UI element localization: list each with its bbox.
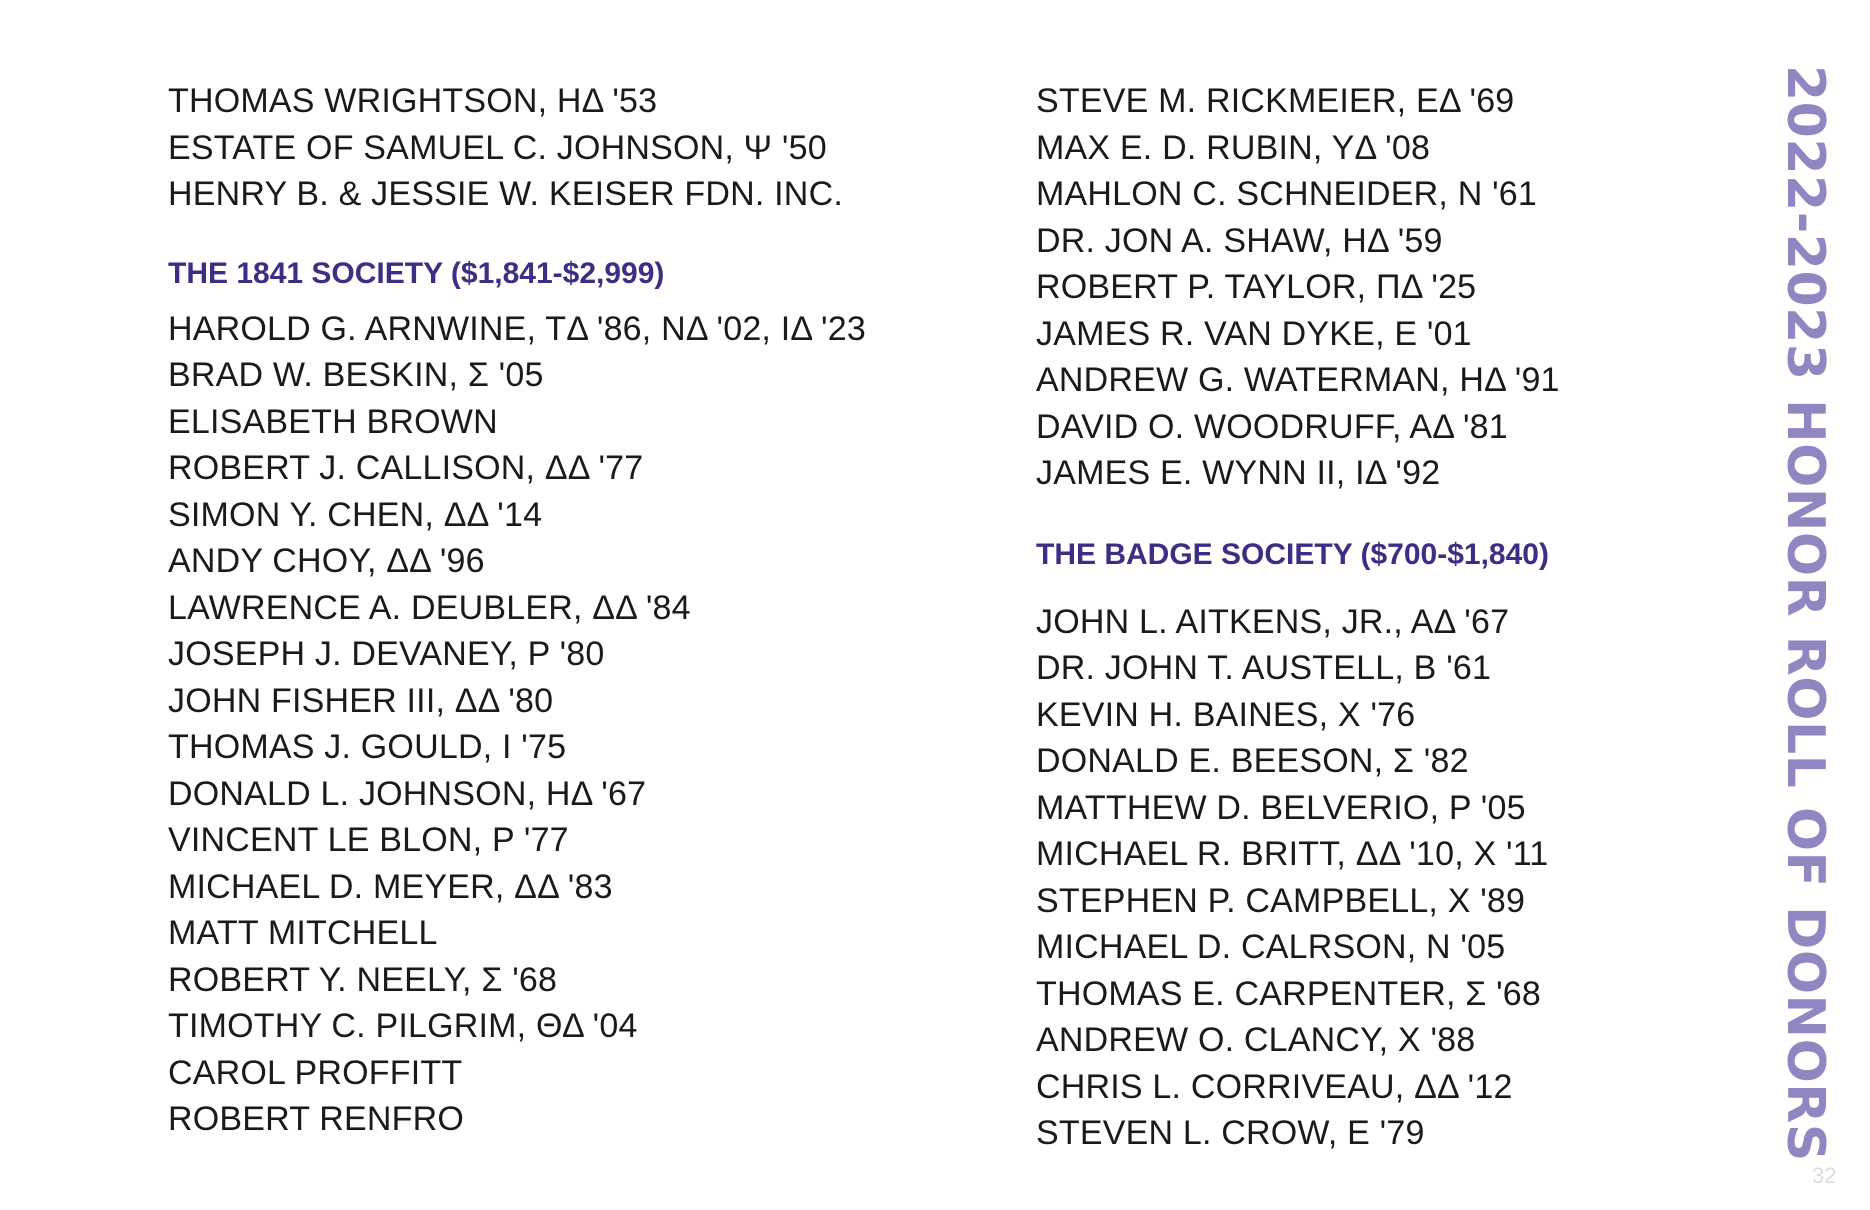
donor-name: STEVEN L. CROW, E '79 [1036,1114,1425,1152]
donor-name: CAROL PROFFITT [168,1053,463,1092]
donor-list-1841-society [168,306,968,1143]
donor-name: THOMAS J. GOULD, I '75 [168,728,567,766]
donor-name: DR. JON A. SHAW, HΔ '59 [1036,221,1443,260]
donor-name: HAROLD G. ARNWINE, TΔ '86, NΔ '02, IΔ '23 [168,309,866,348]
donor-name: JOHN FISHER III, ΔΔ '80 [168,681,554,720]
donor-list-top-right [1036,78,1656,497]
donor-name: ANDREW O. CLANCY, X '88 [1036,1021,1476,1059]
page-number: 32 [1812,1163,1837,1188]
donor-name: ROBERT P. TAYLOR, ΠΔ '25 [1036,268,1477,306]
donor-name: STEVE M. RICKMEIER, EΔ '69 [1036,82,1515,120]
donor-name: MAHLON C. SCHNEIDER, N '61 [1036,175,1538,213]
donor-name: DAVID O. WOODRUFF, AΔ '81 [1036,407,1508,446]
donor-name: CHRIS L. CORRIVEAU, ΔΔ '12 [1036,1067,1513,1106]
donor-name: SIMON Y. CHEN, ΔΔ '14 [168,495,543,534]
donor-name: ROBERT J. CALLISON, ΔΔ '77 [168,449,644,487]
donor-name: MICHAEL D. CALRSON, N '05 [1036,928,1506,966]
donor-name: JAMES E. WYNN II, IΔ '92 [1036,454,1441,492]
side-title-honor-roll: 2022-2023 HONOR ROLL OF DONORS [1775,65,1835,1162]
donor-name: TIMOTHY C. PILGRIM, ΘΔ '04 [168,1007,638,1045]
donor-name: HENRY B. & JESSIE W. KEISER FDN. INC. [168,175,843,213]
donor-name: KEVIN H. BAINES, X '76 [1036,695,1416,734]
donor-name: MICHAEL D. MEYER, ΔΔ '83 [168,867,613,906]
right-column [1036,78,1656,1157]
donor-name: MATTHEW D. BELVERIO, P '05 [1036,788,1526,827]
donor-name: THOMAS WRIGHTSON, HΔ '53 [168,82,658,120]
donor-name: ANDREW G. WATERMAN, HΔ '91 [1036,361,1560,399]
donor-name: THOMAS E. CARPENTER, Σ '68 [1036,974,1542,1013]
donor-name: JAMES R. VAN DYKE, E '01 [1036,314,1472,353]
donor-name: DONALD L. JOHNSON, HΔ '67 [168,774,647,813]
donor-name: ELISABETH BROWN [168,402,498,441]
donor-name: MICHAEL R. BRITT, ΔΔ '10, X '11 [1036,835,1549,873]
donor-name: ROBERT Y. NEELY, Σ '68 [168,960,558,999]
donor-name: ANDY CHOY, ΔΔ '96 [168,542,485,580]
donor-list-badge-society [1036,599,1656,1157]
donor-name: BRAD W. BESKIN, Σ '05 [168,356,544,394]
donor-name: DONALD E. BEESON, Σ '82 [1036,742,1469,780]
donor-name: VINCENT LE BLON, P '77 [168,821,569,859]
donor-name: JOSEPH J. DEVANEY, P '80 [168,635,605,673]
donor-name: LAWRENCE A. DEUBLER, ΔΔ '84 [168,588,691,627]
donor-name: MATT MITCHELL [168,914,438,952]
donor-name: JOHN L. AITKENS, JR., AΔ '67 [1036,602,1510,641]
left-column [168,78,968,1143]
donor-name: MAX E. D. RUBIN, YΔ '08 [1036,128,1431,167]
donor-name: ROBERT RENFRO [168,1100,465,1138]
section-heading-badge-society: THE BADGE SOCIETY ($700-$1,840) [1036,537,1549,571]
section-heading-1841-society: THE 1841 SOCIETY ($1,841-$2,999) [168,256,665,290]
donor-name: STEPHEN P. CAMPBELL, X '89 [1036,881,1526,920]
donor-name: DR. JOHN T. AUSTELL, B '61 [1036,649,1492,687]
donor-name: ESTATE OF SAMUEL C. JOHNSON, Ψ '50 [168,128,827,167]
donor-list-top-left [168,78,968,218]
